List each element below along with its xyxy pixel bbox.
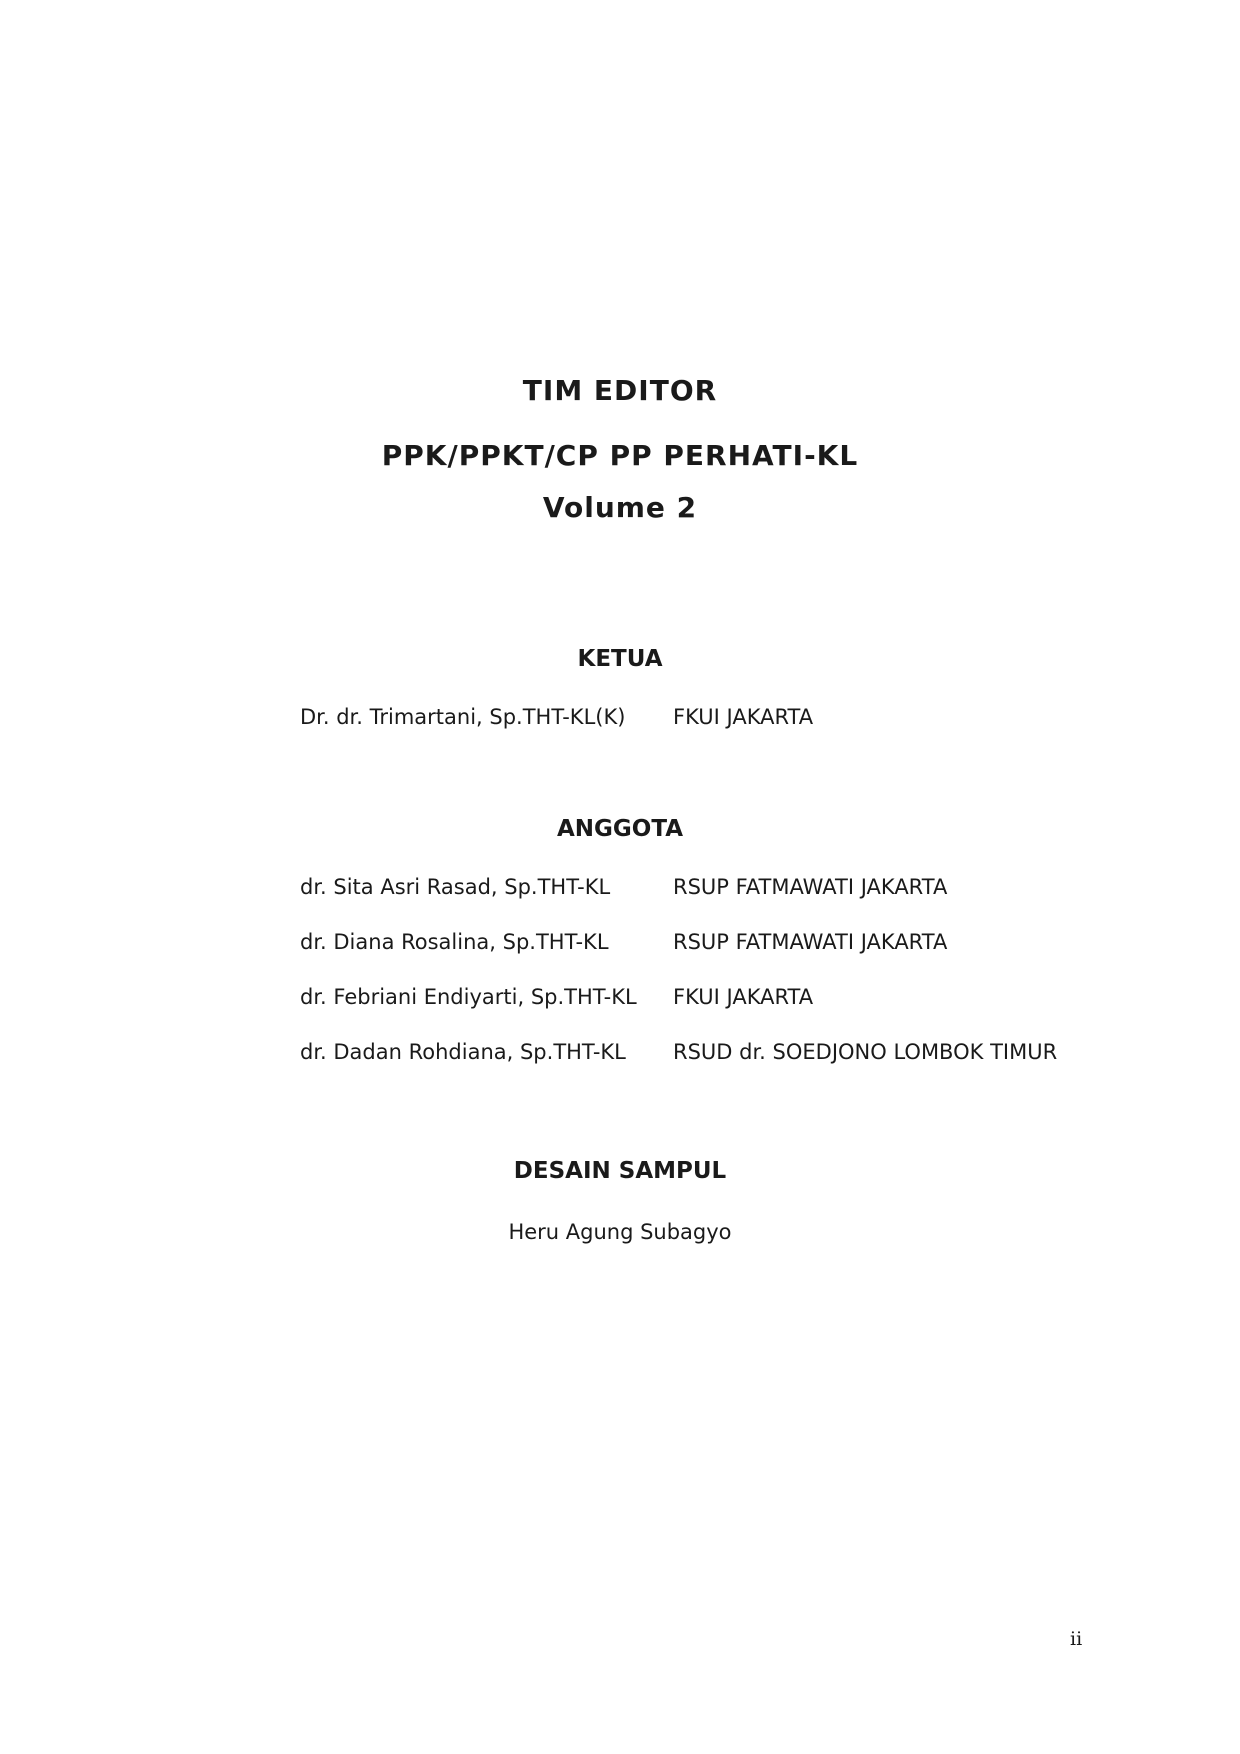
page-number: ii xyxy=(1070,1628,1083,1650)
member-name: dr. Diana Rosalina, Sp.THT-KL xyxy=(300,930,609,954)
member-institution: FKUI JAKARTA xyxy=(673,705,814,729)
member-name: Dr. dr. Trimartani, Sp.THT-KL(K) xyxy=(300,705,626,729)
member-name: dr. Dadan Rohdiana, Sp.THT-KL xyxy=(300,1040,626,1064)
member-name: dr. Febriani Endiyarti, Sp.THT-KL xyxy=(300,985,637,1009)
section-heading-anggota: ANGGOTA xyxy=(556,816,684,842)
volume-label: Volume 2 xyxy=(542,491,698,524)
member-institution: FKUI JAKARTA xyxy=(673,985,814,1009)
member-institution: RSUP FATMAWATI JAKARTA xyxy=(673,875,948,899)
section-heading-desain-sampul: DESAIN SAMPUL xyxy=(513,1158,727,1184)
cover-designer-name: Heru Agung Subagyo xyxy=(508,1220,732,1244)
document-subtitle: PPK/PPKT/CP PP PERHATI-KL xyxy=(381,439,859,472)
section-heading-ketua: KETUA xyxy=(577,646,663,672)
member-institution: RSUD dr. SOEDJONO LOMBOK TIMUR xyxy=(673,1040,1058,1064)
page-title: TIM EDITOR xyxy=(522,374,718,407)
member-institution: RSUP FATMAWATI JAKARTA xyxy=(673,930,948,954)
member-name: dr. Sita Asri Rasad, Sp.THT-KL xyxy=(300,875,611,899)
